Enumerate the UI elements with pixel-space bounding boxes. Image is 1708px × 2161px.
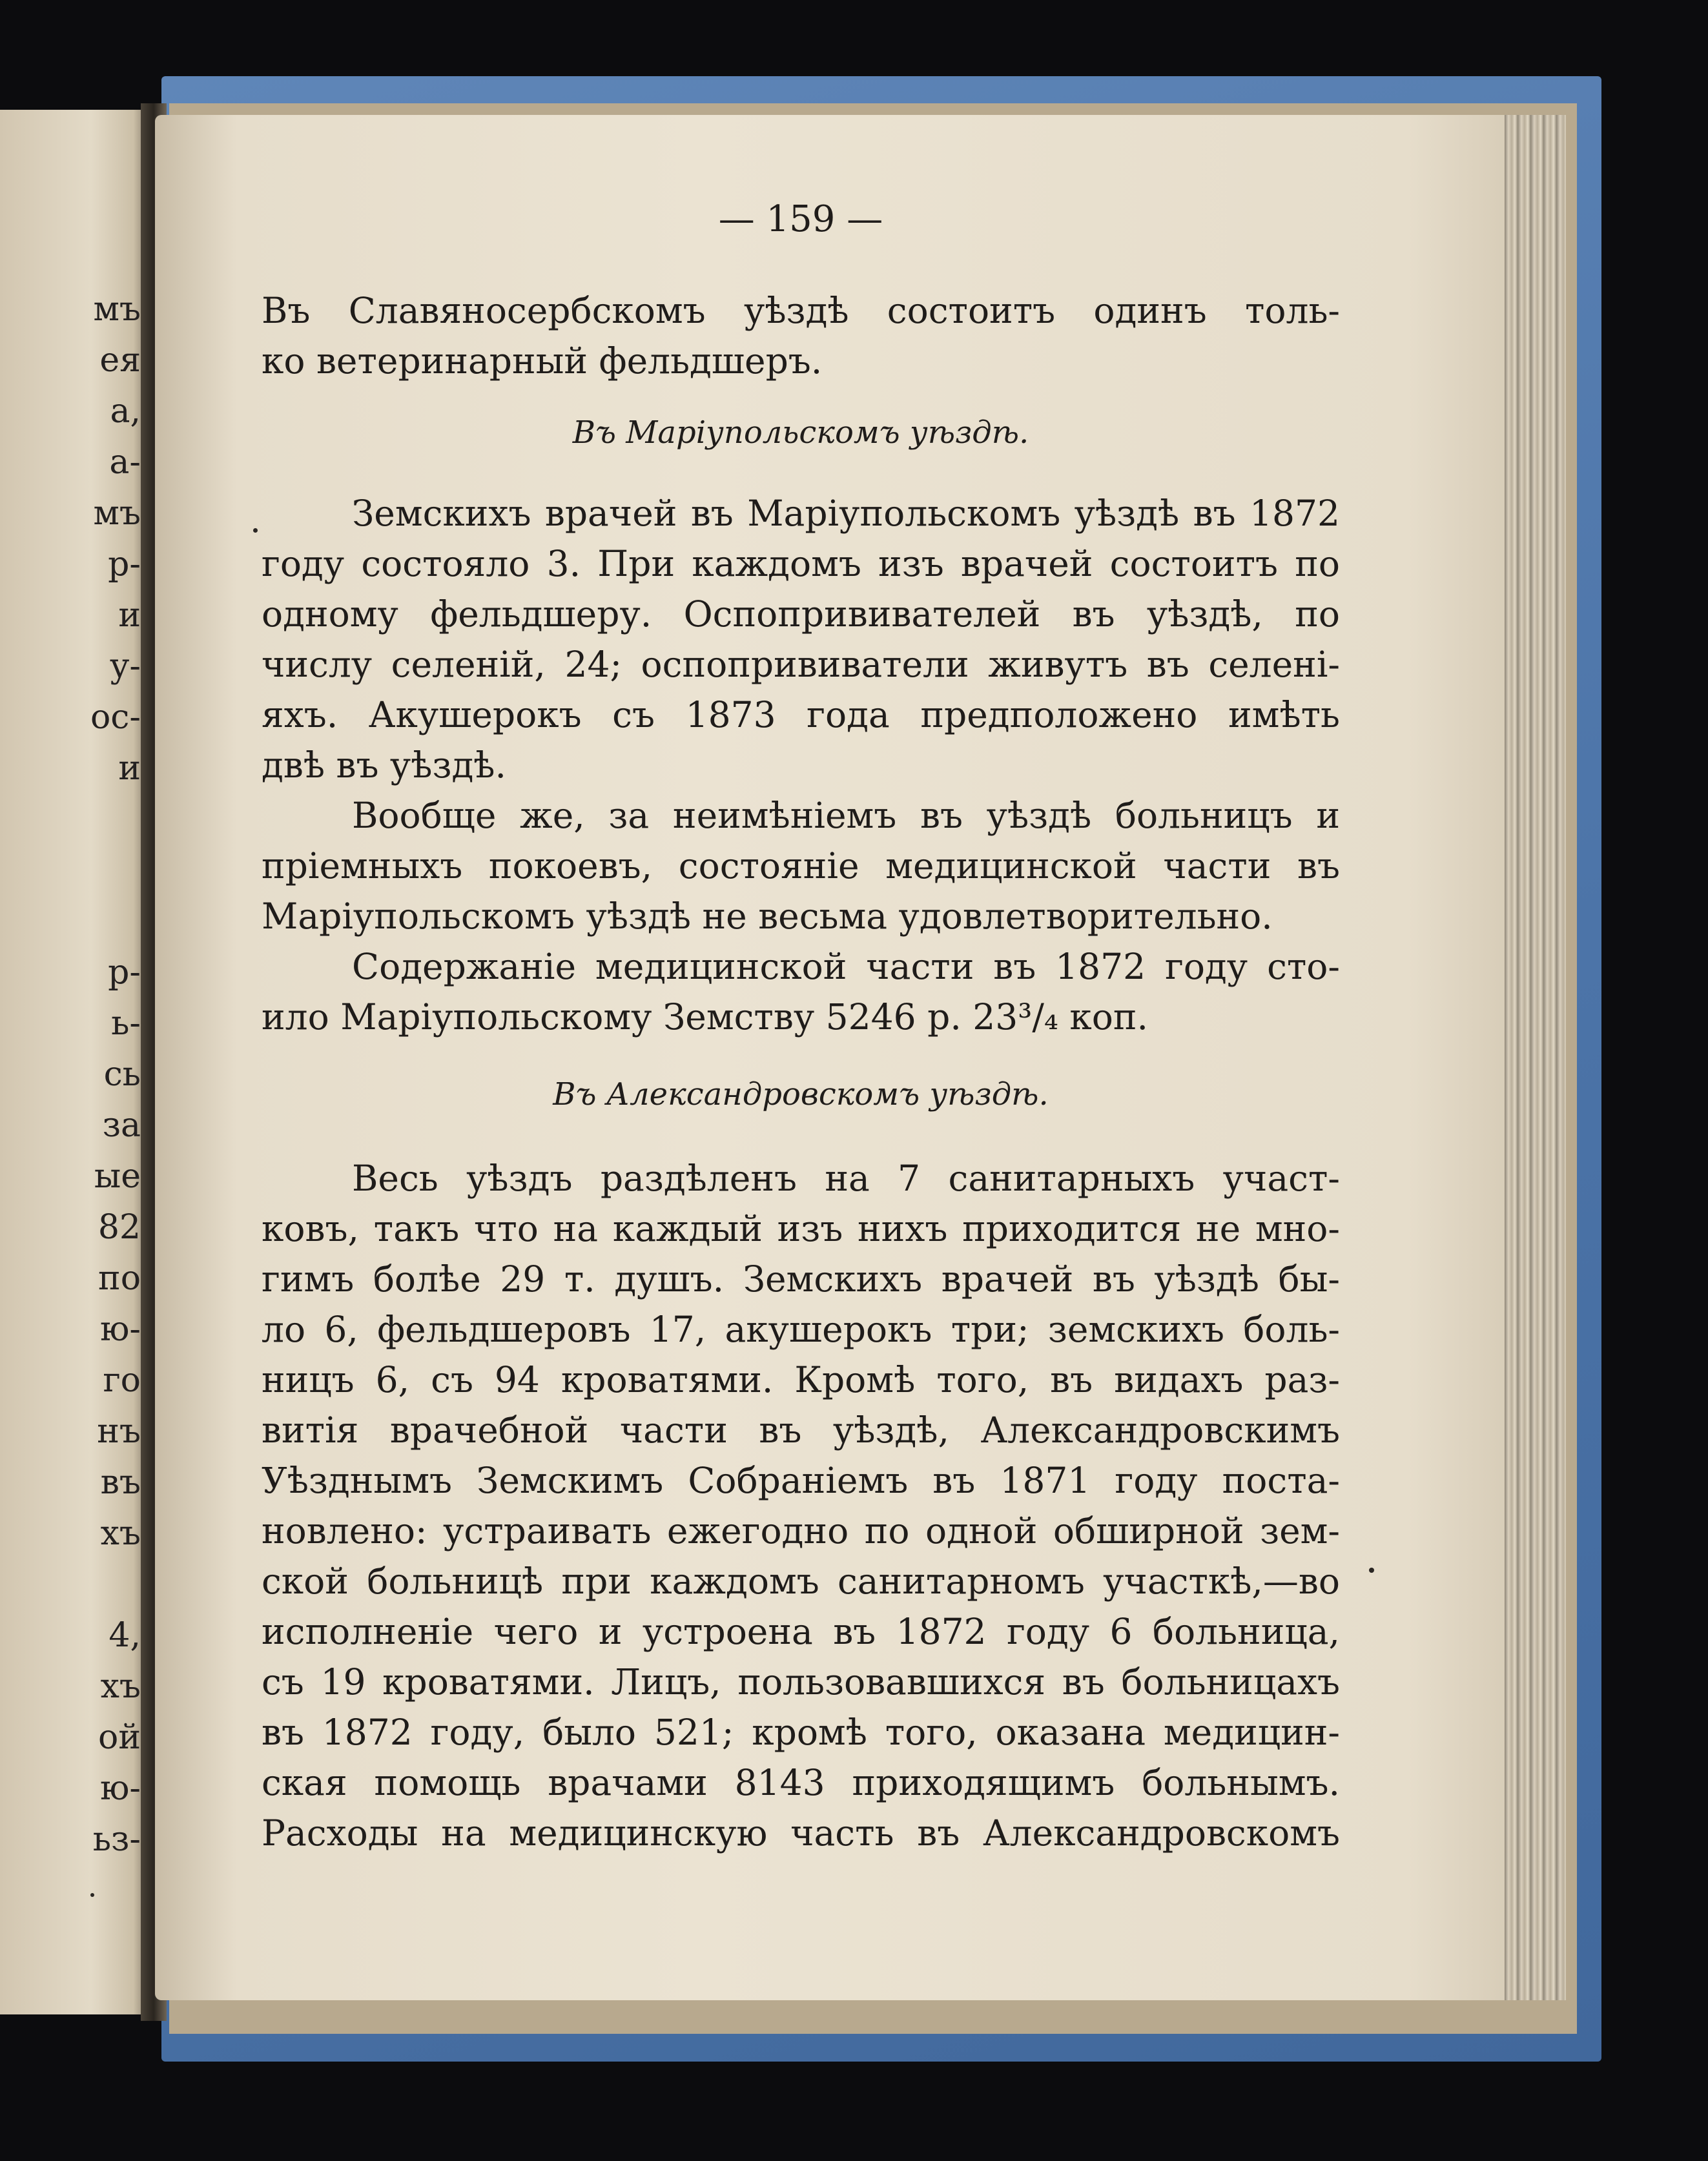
text-line: Вообще же, за неимѣніемъ въ уѣздѣ больницъ и	[352, 795, 1340, 836]
left-page-fragment: ые	[94, 1157, 141, 1196]
text-line: ковъ, такъ что на каждый изъ нихъ приходится не мно-	[262, 1208, 1340, 1249]
left-page-fragment	[0, 896, 149, 947]
text-line: съ 19 кроватями. Лицъ, пользовавшихся въ больницахъ	[262, 1661, 1340, 1703]
text-line: Весь уѣздъ раздѣленъ на 7 санитарныхъ участ-	[352, 1158, 1340, 1199]
text-line: въ 1872 году, было 521; кромѣ того, оказана медицин-	[262, 1712, 1340, 1753]
text-line: новлено: устраивать ежегодно по одной обширной зем-	[262, 1510, 1340, 1552]
left-page-fragment: ьз-	[92, 1820, 141, 1859]
left-page-fragment: р-	[108, 953, 141, 992]
page-number: — 159 —	[718, 198, 883, 240]
left-page-fragment: ой	[98, 1718, 141, 1757]
text-line: Земскихъ врачей въ Маріупольскомъ уѣздѣ въ 1872	[352, 493, 1340, 534]
section-heading-mariupol: Въ Маріупольскомъ уѣздѣ.	[572, 415, 1029, 451]
text-line: ской больницѣ при каждомъ санитарномъ участкѣ,—во	[262, 1561, 1340, 1602]
text-line: Уѣзднымъ Земскимъ Собраніемъ въ 1871 году поста-	[262, 1460, 1340, 1501]
left-page-fragment	[0, 1559, 149, 1610]
text-line: Расходы на медицинскую часть въ Александровскомъ	[262, 1812, 1340, 1854]
text-line: ло 6, фельдшеровъ 17, акушерокъ три; земскихъ боль-	[262, 1309, 1340, 1350]
text-line: витія врачебной части въ уѣздѣ, Александровскимъ	[262, 1409, 1340, 1451]
ink-speck	[90, 1893, 94, 1897]
left-page-fragment: мъ	[93, 494, 141, 533]
left-page-fragment: р-	[108, 545, 141, 584]
left-page-fragment: а,	[110, 392, 141, 431]
left-page-fragment: въ	[100, 1463, 141, 1502]
left-page-fragment: ю-	[100, 1310, 141, 1349]
left-page-fragment: ь-	[111, 1004, 141, 1043]
left-page-fragment: ея	[99, 341, 141, 380]
left-page-fragment: сь	[103, 1055, 141, 1094]
left-page-fragment: и	[118, 749, 141, 788]
page-edges	[1505, 115, 1566, 2000]
text-line: одному фельдшеру. Оспопрививателей въ уѣздѣ, по	[262, 593, 1340, 635]
text-line: яхъ. Акушерокъ съ 1873 года предположено имѣть	[262, 694, 1340, 735]
text-line: ницъ 6, съ 94 кроватями. Кромѣ того, въ видахъ раз-	[262, 1359, 1340, 1400]
text-line: гимъ болѣе 29 т. душъ. Земскихъ врачей въ уѣздѣ бы-	[262, 1258, 1340, 1300]
text-line: двѣ въ уѣздѣ.	[262, 744, 506, 786]
left-page-fragment	[0, 845, 149, 896]
left-page-fragment: ос-	[90, 698, 141, 737]
text-line: Въ Славяносербскомъ уѣздѣ состоитъ одинъ толь-	[262, 290, 1340, 331]
left-page-fragment: го	[103, 1361, 141, 1400]
left-page-fragment: по	[98, 1259, 141, 1298]
text-line: ская помощь врачами 8143 приходящимъ больнымъ.	[262, 1762, 1340, 1803]
text-line: Содержаніе медицинской части въ 1872 году сто-	[352, 946, 1340, 987]
left-page-fragment: 82	[98, 1208, 141, 1247]
ink-speck	[253, 528, 258, 533]
text-line: пріемныхъ покоевъ, состояніе медицинской части въ	[262, 845, 1340, 886]
text-line: Маріупольскомъ уѣздѣ не весьма удовлетворительно.	[262, 896, 1273, 937]
left-page-text	[0, 110, 149, 2014]
text-line: исполненіе чего и устроена въ 1872 году 6 больница,	[262, 1611, 1340, 1652]
left-page-fragment: хъ	[100, 1667, 141, 1706]
left-page-fragment: 4,	[108, 1616, 141, 1655]
text-line: ко ветеринарный фельдшеръ.	[262, 340, 823, 382]
left-page-fragment: нъ	[97, 1412, 141, 1451]
left-page-fragment: у-	[109, 647, 141, 686]
left-page-fragment	[0, 794, 149, 845]
left-page-fragment: мъ	[93, 290, 141, 329]
left-page-fragment: и	[118, 596, 141, 635]
ink-speck	[1369, 1568, 1374, 1573]
section-heading-aleksandrovsk: Въ Александровскомъ уѣздѣ.	[553, 1076, 1049, 1112]
text-line: ило Маріупольскому Земству 5246 р. 23³/₄ коп.	[262, 996, 1149, 1038]
text-line: году состояло 3. При каждомъ изъ врачей состоитъ по	[262, 543, 1340, 584]
left-page-fragment: хъ	[100, 1514, 141, 1553]
left-page	[0, 110, 152, 2014]
left-page-fragment: ю-	[100, 1769, 141, 1808]
text-line: числу селеній, 24; оспопрививатели живутъ въ селені-	[262, 644, 1340, 685]
left-page-fragment: а-	[109, 443, 141, 482]
left-page-fragment: за	[102, 1106, 141, 1145]
